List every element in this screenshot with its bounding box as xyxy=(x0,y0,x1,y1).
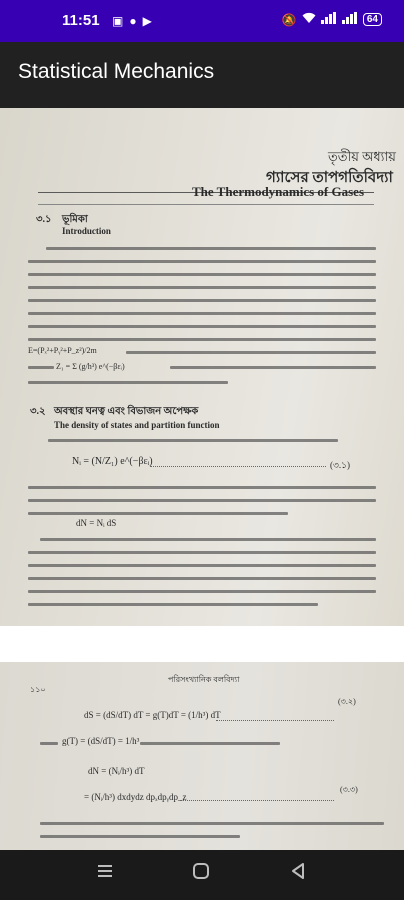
equation-3-2: dS = (dS/dT) dT = g(T)dT = (1/h³) dT xyxy=(84,710,221,720)
chapter-title-english: The Thermodynamics of Gases xyxy=(192,184,365,199)
status-right-icons xyxy=(282,12,382,27)
signal-icon xyxy=(342,12,358,27)
status-time: 11:51 xyxy=(62,12,100,29)
page-image-1 xyxy=(0,108,404,626)
section-number: ৩.১ xyxy=(36,214,52,225)
dn-expanded-equation: = (Nᵢ/h³) dxdydz dpₓdpᵧdp_z xyxy=(84,792,187,802)
density-equation: g(T) = (dS/dT) = 1/h³ xyxy=(62,736,140,746)
chapter-title-bengali: গ্যাসের তাপগতিবিদ্যা xyxy=(266,170,393,186)
notification-icon: ▣ xyxy=(112,14,130,28)
status-notification-icons xyxy=(112,14,158,28)
section-heading-english: Introduction xyxy=(62,226,111,236)
page-image-2 xyxy=(0,662,404,850)
title-rule xyxy=(38,204,374,205)
section-heading-bengali: অবস্থার ঘনত্ব এবং বিভাজন অপেক্ষক xyxy=(54,406,199,417)
navigation-bar xyxy=(0,850,404,900)
home-icon xyxy=(192,862,210,880)
recents-icon xyxy=(96,863,114,879)
youtube-icon: ▶ xyxy=(142,14,158,28)
message-icon: ● xyxy=(129,14,143,28)
mute-icon: 🔕 xyxy=(281,12,297,27)
equation-number: (৩.২) xyxy=(338,697,356,706)
energy-equation: E=(Pₓ²+Pᵧ²+P_z²)/2m xyxy=(28,346,97,355)
running-header: পরিসংখ্যানিক বলবিদ্যা xyxy=(168,675,240,684)
equation-number: (৩.১) xyxy=(330,460,350,470)
section-heading-bengali: ভূমিকা xyxy=(62,214,88,225)
status-bar xyxy=(0,0,404,42)
equation-3-1: Nᵢ = (N/Z₁) e^(−βεᵢ) xyxy=(72,456,153,467)
chapter-number: তৃতীয় অধ্যায় xyxy=(328,149,396,164)
back-icon xyxy=(290,862,306,880)
page-number: ১১০ xyxy=(30,685,46,694)
home-button[interactable] xyxy=(192,862,210,886)
section-heading-english: The density of states and partition function xyxy=(54,420,220,430)
battery-indicator: 64 xyxy=(363,13,382,26)
equation-number: (৩.৩) xyxy=(340,785,358,794)
equation-dn: dN = Nᵢ dS xyxy=(76,518,117,528)
back-button[interactable] xyxy=(290,862,306,886)
recents-button[interactable] xyxy=(96,862,114,885)
signal-icon xyxy=(321,12,337,27)
app-bar xyxy=(0,42,404,108)
wifi-icon xyxy=(302,12,316,27)
section-number: ৩.২ xyxy=(30,406,46,417)
app-title: Statistical Mechanics xyxy=(18,60,215,83)
partition-equation: Z₁ = Σ (g/h³) e^(−βεᵢ) xyxy=(56,362,125,371)
dn-equation: dN = (Nᵢ/h³) dT xyxy=(88,766,145,776)
